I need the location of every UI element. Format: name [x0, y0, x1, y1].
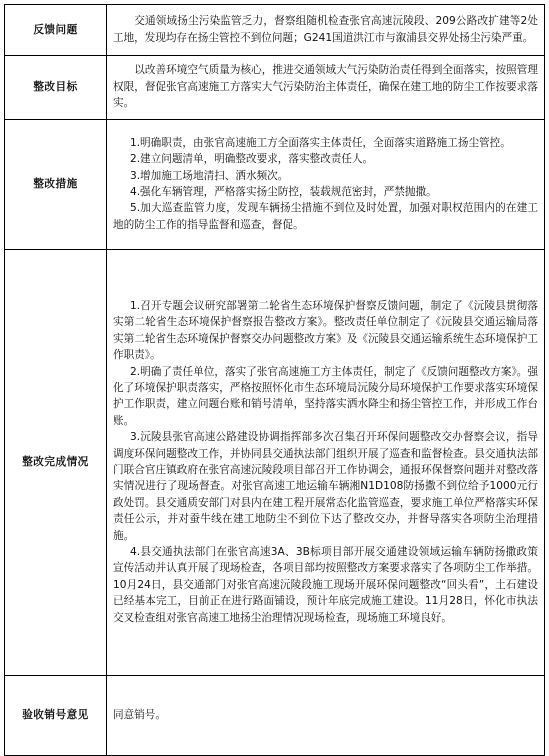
- label-rectification-goal: 整改目标: [5, 56, 107, 120]
- label-acceptance-opinion: 验收销号意见: [5, 676, 107, 756]
- measure-item-3: 3.增加施工场地清扫、洒水频次。: [129, 169, 289, 182]
- feedback-issue-text: 交通领域扬尘污染监管乏力，督察组随机检查张官高速沅陵段、209公路改扩建等2处工地，发现均存在扬尘管控不到位问题；G241国道洪江市与溆浦县交界处扬尘污染严重。: [113, 15, 538, 44]
- completion-item-4: 4.县交通执法部门在张官高速3A、3B标项目部开展交通建设领域运输车辆防扬撒政策宣传活动并认真开展了现场检查，各项目部均按照整改方案要求落实了各项防尘工作举措。10月24日，县交通部门对张官高速沅陵段施工现场开展环保问题整改“回头看”，土石建设已经基本完工，目前正在进行路面铺设，预计年底完成施工建设。11月28日，怀化市执法交叉检查组对张官高速工地扬尘治理情况现场检查，现场施工环境良好。: [113, 546, 538, 624]
- measure-item-4: 4.强化车辆管理，严格落实扬尘防控，装载规范密封，严禁抛撒。: [129, 186, 437, 198]
- label-feedback-issue: 反馈问题: [5, 5, 107, 56]
- measure-item-5: 5.加大巡查监管力度，发现车辆扬尘措施不到位及时处置，加强对职权范围内的在建工地的防尘工作的指导监督和巡查，督促。: [113, 202, 538, 231]
- row-feedback-issue: [5, 5, 545, 56]
- rectification-goal-text: 以改善环境空气质量为核心，推进交通领域大气污染防治责任得到全面落实，按照管理权限，督促张官高速施工方落实大气污染防治主体责任，确保在建工地的防尘工作按要求落实。: [113, 64, 538, 110]
- rectification-document: [4, 4, 545, 756]
- content-rectification-measures: [107, 120, 545, 250]
- measure-item-2: 2.建立问题清单，明确整改要求，落实整改责任人。: [129, 153, 374, 166]
- content-acceptance-opinion: [107, 676, 545, 756]
- rectification-table: [4, 4, 545, 756]
- label-completion-status: 整改完成情况: [5, 250, 107, 676]
- completion-item-2: 2.明确了责任单位，落实了张官高速施工方主体责任，制定了《反馈问题整改方案》。强化了环境保护职责落实，严格按照怀化市生态环境局沅陵分局环境保护工作要求落实环境保护工作职责，建立问题台账和销号清单，坚持落实洒水降尘和扬尘管控工作，并形成工作台账。: [113, 365, 538, 427]
- row-completion-status: [5, 250, 545, 676]
- label-rectification-measures: 整改措施: [5, 120, 107, 250]
- row-rectification-goal: [5, 56, 545, 120]
- measure-item-1: 1.明确职责，由张官高速施工方全面落实主体责任，全面落实道路施工扬尘管控。: [129, 136, 511, 149]
- completion-item-1: 1.召开专题会议研究部署第二轮省生态环境保护督察反馈问题，制定了《沅陵县贯彻落实第二轮省生态环境保护督察报告整改方案》。整改责任单位制定了《沅陵县交通运输局落实第二轮省生态环境保护督察交办问题整改方案》及《沅陵县交通运输系统生态环境保护工作职责》。: [113, 299, 538, 362]
- content-feedback-issue: [107, 5, 545, 56]
- content-rectification-goal: [107, 56, 545, 120]
- row-rectification-measures: [5, 120, 545, 250]
- acceptance-opinion-text: 同意销号。: [113, 708, 166, 721]
- completion-item-3: 3.沅陵县张官高速公路建设协调指挥部多次召集召开环保问题整改交办督察会议，指导调度环保问题整改工作，并协同县交通执法部门组织开展了巡查和监督检查。县交通执法部门联合官庄镇政府在张官高速沅陵段项目部召开工作协调会，通报环保督察问题并对整改落实情况进行了现场督查。对张官高速工地运输车辆湘N1D108防扬撒不到位给予1000元行政处罚。县交通质安部门对县内在建工程开展常态化监管巡查，要求施工单位严格落实环保责任公示，并对蚕牛线在建工地防尘不到位下达了整改交办，并督导落实各项防尘治理措施。: [113, 431, 538, 542]
- row-acceptance-opinion: [5, 676, 545, 756]
- content-completion-status: [107, 250, 545, 676]
